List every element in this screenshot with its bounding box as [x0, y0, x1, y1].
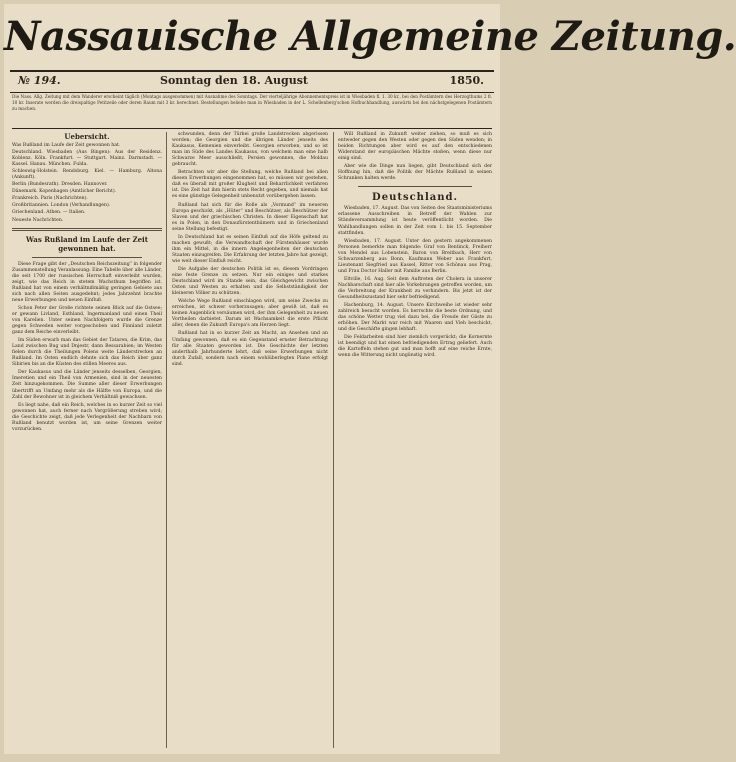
column-rule: [166, 132, 167, 748]
article-paragraph: Es liegt nahe, daß ein Reich, welches in so kurzer Zeit so viel gewonnen hat, auch ferner nach Vergrößerung streben wird; die Geschichte zeigt, daß jede Verlegenheit der Nachbarn von Rußland benutzt worden ist, um seine Grenzen weiter vorzurücken.: [12, 402, 162, 432]
list-item: Frankreich. Paris (Nachrichten).: [12, 196, 88, 202]
list-item: Großbritannien. London (Verhandlungen).: [12, 203, 111, 209]
article-paragraph: Welche Wege Rußland einschlagen wird, um seine Zwecke zu erreichen, ist schwer vorherzusagen; aber gewiß ist, daß es keinen Augenblick versäumen wird, der ihm Gelegenheit zu neuen Vortheilen darbietet. Darum ist Wachsamkeit die erste Pflicht aller, denen die Zukunft Europa's am Herzen liegt.: [172, 299, 328, 329]
list-item: Berlin (Bundesrath). Dresden. Hannover.: [12, 182, 108, 188]
article-paragraph: Schon Peter der Große richtete seinen Blick auf die Ostsee; er gewann Livland, Esthland, Ingermanland und einen Theil von Karelien. Unter seinen Nachfolgern wurde die Grenze gegen Schweden weiter vorgeschoben und Finnland zuletzt ganz dem Reiche einverleibt.: [12, 305, 162, 336]
column-1: [12, 132, 162, 748]
article-paragraph: Will Rußland in Zukunft weiter ziehen, so muß es sich entweder gegen den Westen oder gegen den Süden wenden; in beiden Richtungen aber wird es auf den entschiedenen Widerstand der europäischen Mächte stoßen, wenn diese nur einig sind.: [338, 132, 492, 162]
news-item: Eltville, 16. Aug. Seit dem Auftreten der Cholera in unserer Nachbarschaft sind hier alle Vorkehrungen getroffen worden, um die Verbreitung der Krankheit zu verhindern. Bis jetzt ist der Gesundheitszustand hier sehr befriedigend.: [338, 276, 492, 301]
overview-list: [12, 143, 162, 224]
masthead: [4, 6, 736, 70]
article-paragraph: Betrachten wir aber die Stellung, welche Rußland bei allen diesen Erwerbungen eingenommen hat, so müssen wir gestehen, daß es überall mit großer Klugheit und Beharrlichkeit verfahren ist. Die Zeit hat ihm hierin stets Recht gegeben, und niemals hat es eine günstige Gelegenheit unbenutzt vorübergehen lassen.: [172, 170, 328, 200]
column-rule: [333, 132, 334, 748]
article-paragraph: Aber wie die Dinge nun liegen, gibt Deutschland sich der Hoffnung hin, daß die Politik der Mächte Rußland in seinen Schranken halten werde.: [338, 164, 492, 182]
newspaper-page: [4, 4, 736, 754]
list-item: Was Rußland im Laufe der Zeit gewonnen hat.: [12, 143, 121, 148]
dateline: [10, 70, 494, 93]
issue-date: Sonntag den 18. August: [160, 74, 308, 87]
news-item: Hachenburg, 14. August. Unsere Kirchweihe ist wieder sehr zahlreich besucht worden. Es herrschte die beste Ordnung, und das schöne Wetter trug viel dazu bei, die Freude der Gäste zu erhöhen. Der Markt war reich mit Waaren und Vieh beschickt, und die Geschäfte gingen lebhaft.: [338, 303, 492, 333]
section-heading: Deutschland.: [372, 192, 458, 204]
column-3: [338, 132, 492, 748]
article-paragraph: Die Aufgabe der deutschen Politik ist es, diesem Vordringen eine feste Grenze zu setzen. Nur ein einiges und starkes Deutschland wird im Stande sein, das Gleichgewicht zwischen Osten und Westen zu erhalten und die Selbstständigkeit der kleineren Völker zu schützen.: [172, 266, 328, 297]
article-paragraph: Rußland hat sich für die Rolle als „Vormund“ im neueren Europa geschickt, als „Hüter“ und Beschützer, als Beschützer der Slaven und der griechischen Christen. In dieser Eigenschaft hat es in Polen, in den Donaufürstenthümern und in Griechenland seine Stellung befestigt.: [172, 202, 328, 232]
divider: [12, 228, 162, 231]
article-paragraph: Im Süden erwarb man das Gebiet der Tataren, die Krim, das Land zwischen Bug und Dnjestr, dann Bessarabien; im Westen fielen durch die Theilungen Polens weite Länderstrecken an Rußland. Im Osten endlich dehnte sich das Reich über ganz Sibirien bis an die Küsten des stillen Meeres aus.: [12, 338, 162, 368]
issue-year: 1850.: [449, 74, 484, 87]
subscription-terms: Die Nass. Allg. Zeitung mit dem Wanderer erscheint täglich (Montags ausgenommen) mit Ausnahme des Sonntags. Der vierteljährige Abonnementspreis ist in Wiesbaden fl. 1. 30 kr., bei den Postämtern des Herzogthums 2 fl. 10 kr. Inserate werden die dreispaltige Petitzeile oder deren Raum mit 3 kr. berechnet. Bestellungen beliebe man in Wiesbaden in der L. Schellenberg'schen Hofbuchhandlung, auswärts bei den nächstgelegenen Postämtern zu machen.: [12, 94, 492, 129]
article-paragraph: Rußland hat in so kurzer Zeit an Macht, an Ansehen und an Umfang gewonnen, daß es ein Gegenstand ernster Betrachtung für alle Staaten geworden ist. Die Geschichte der letzten anderthalb Jahrhunderte lehrt, daß seine Erwerbungen nicht durch Zufall, sondern nach einem wohlüberlegten Plane erfolgt sind.: [172, 331, 328, 367]
list-item: Schleswig-Holstein. Rendsburg. Kiel. — Hamburg. Altona (Ankunft).: [12, 169, 162, 181]
list-item: Deutschland. Wiesbaden (Aus Bingen): Aus der Residenz. Koblenz. Köln. Frankfurt. — Stuttgart. Mainz. Darmstadt. — Kassel. Hanau. München. Fulda.: [12, 150, 162, 168]
list-item: Griechenland. Athen. — Italien.: [12, 210, 86, 216]
news-item: Wiesbaden, 17. August. Das von Seiten des Staatsministeriums erlassene Ausschreiben in Betreff der Wahlen zur Ständeversammlung ist heute veröffentlicht worden. Die Wahlhandlungen sollen in der Zeit vom 1. bis 15. September stattfinden.: [338, 206, 492, 236]
newspaper-title: Nassauische Allgemeine Zeitung.: [4, 13, 736, 60]
issue-number: № 194.: [18, 74, 61, 87]
list-item: Neueste Nachrichten.: [12, 217, 64, 223]
list-item: Dänemark. Kopenhagen (Amtlicher Bericht).: [12, 189, 117, 195]
overview-heading: Uebersicht.: [64, 132, 110, 141]
article-paragraph: Diese Frage gibt der „Deutschen Reichszeitung“ in folgender Zusammenstellung Veranlassung: Eine Tabelle über alle Länder, die seit 1700 der russischen Herrschaft einverleibt wurden, zeigt, wie das Reich in stetem Wachsthum begriffen ist. Rußland hat von einem verhältnißmäßig geringen Gebiete aus sich nach allen Seiten ausgedehnt; jedes Jahrzehnt brachte neue Erwerbungen und neuen Einfluß.: [12, 261, 162, 303]
divider: [358, 186, 472, 187]
news-item: Die Feldarbeiten sind hier ziemlich vorgerückt; die Kornernte ist beendigt und hat einen befriedigenden Ertrag geliefert. Auch die Kartoffeln stehen gut und man hofft auf eine reiche Ernte, wenn die Witterung nicht ungünstig wird.: [338, 335, 492, 359]
divider: [32, 257, 142, 258]
article-title: Was Rußland im Laufe der Zeit gewonnen hat.: [26, 234, 148, 253]
article-paragraph: schwunden, denn der Türkei große Landstrecken abgerissen worden; die Georgien und die übrigen Länder jenseits des Kaukasus, Kemenien einverleibt. Georgien erworben, und so ist man im Süde des Landes Kaukasus, von welchem man eine halb Schwarze Meer ausschließt, Persien gewonnen, die Moldau gebraucht.: [172, 132, 328, 168]
article-paragraph: Der Kaukasus und die Länder jenseits desselben, Georgien, Imeretien und ein Theil von Armenien, sind in der neuesten Zeit hinzugekommen. Die Summe aller dieser Erwerbungen übertrifft an Umfang mehr als die Hälfte von Europa, und die Zahl der Bewohner ist in gleichem Verhältniß gewachsen.: [12, 370, 162, 400]
news-item: Wiesbaden, 17. August. Unter den gestern angekommenen Personen bemerkte man folgende: Graf von Bentinck, Freiherr von Mendel aus Lobenstein, Baron von Breitbach, Herr von Schwarzenberg aus Bonn, Kaufmann Weber aus Frankfurt, Lieutenant Siegfried aus Kassel, Ritter von Schönau aus Prag, und Frau Doctor Haller mit Familie aus Berlin.: [338, 238, 492, 274]
column-2: [172, 132, 328, 748]
article-paragraph: In Deutschland hat es seinen Einfluß auf die Höfe geltend zu machen gewußt; die Verwandtschaft der Fürstenhäuser wurde ihm ein Mittel, in die innern Angelegenheiten der deutschen Staaten einzugreifen. Die Erfahrung der letzten Jahre hat gezeigt, wie weit dieser Einfluß reicht.: [172, 234, 328, 264]
